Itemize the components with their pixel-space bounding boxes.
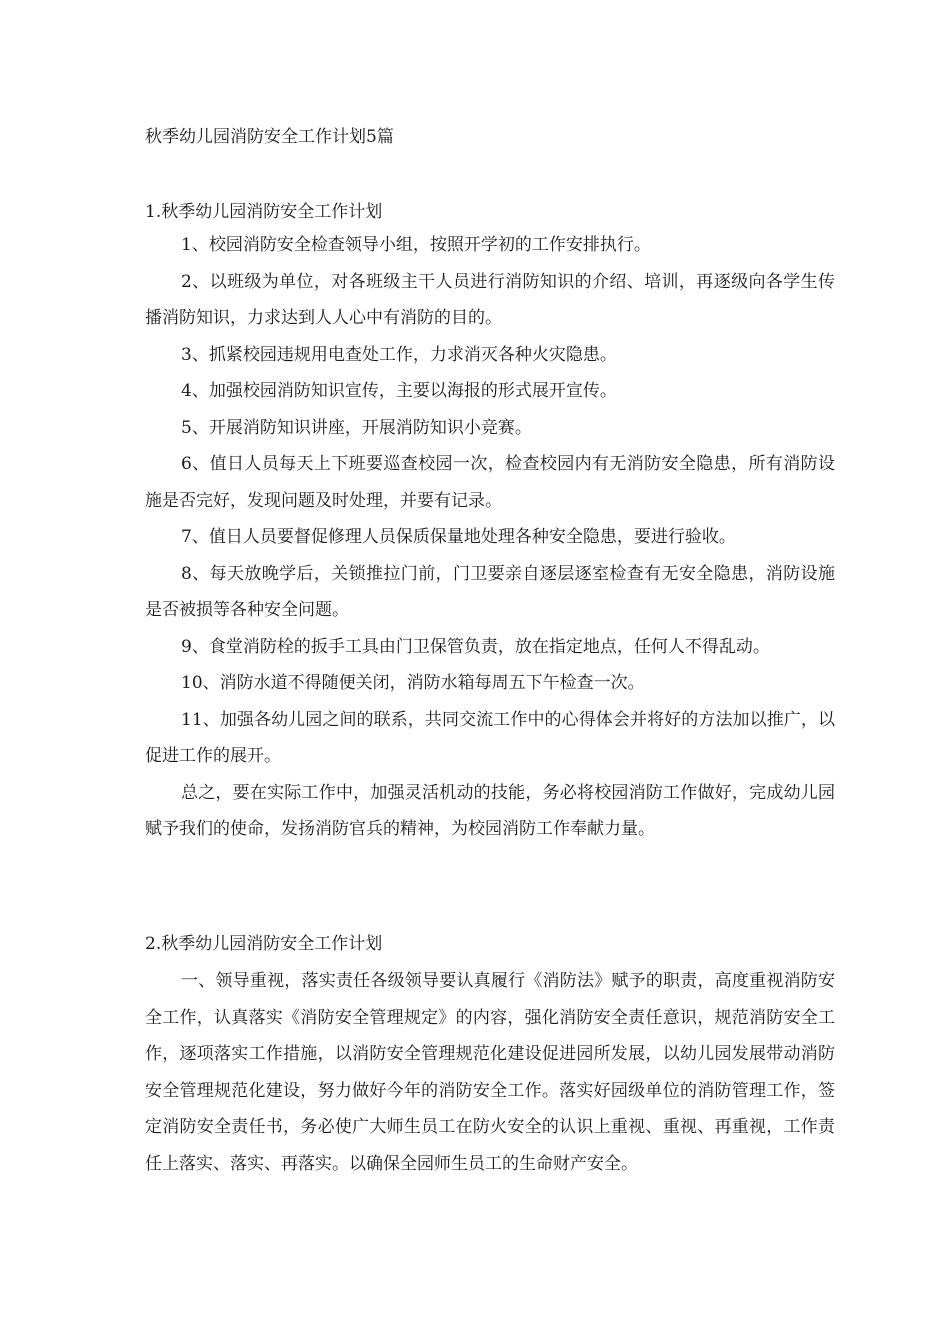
paragraph: 1、校园消防安全检查领导小组，按照开学初的工作安排执行。 bbox=[181, 235, 651, 255]
section-body-1 bbox=[145, 227, 835, 848]
paragraph: 4、加强校园消防知识宣传，主要以海报的形式展开宣传。 bbox=[181, 381, 617, 401]
paragraph: 2、以班级为单位，对各班级主干人员进行消防知识的介绍、培训，再逐级向各学生传播消防知识，力求达到人人心中有消防的目的。 bbox=[145, 271, 835, 328]
paragraph: 6、值日人员每天上下班要巡查校园一次，检查校园内有无消防安全隐患，所有消防设施是否完好，发现问题及时处理，并要有记录。 bbox=[145, 454, 835, 511]
paragraph: 5、开展消防知识讲座，开展消防知识小竞赛。 bbox=[181, 417, 532, 438]
paragraph: 10、消防水道不得随便关闭，消防水箱每周五下午检查一次。 bbox=[181, 673, 645, 693]
paragraph: 8、每天放晚学后，关锁推拉门前，门卫要亲自逐层逐室检查有无安全隐患，消防设施是否被损等各种安全问题。 bbox=[145, 563, 835, 620]
paragraph: 总之，要在实际工作中，加强灵活机动的技能，务必将校园消防工作做好，完成幼儿园赋予我们的使命，发扬消防官兵的精神，为校园消防工作奉献力量。 bbox=[145, 782, 835, 839]
section-heading-2: 2.秋季幼儿园消防安全工作计划 bbox=[145, 934, 383, 954]
paragraph: 3、抓紧校园违规用电查处工作，力求消灭各种火灾隐患。 bbox=[181, 344, 617, 365]
section-heading-1: 1.秋季幼儿园消防安全工作计划 bbox=[145, 202, 383, 222]
paragraph: 9、食堂消防栓的扳手工具由门卫保管负责，放在指定地点，任何人不得乱动。 bbox=[181, 636, 770, 657]
section-body-2 bbox=[145, 963, 835, 1182]
paragraph: 一、领导重视，落实责任各级领导要认真履行《消防法》赋予的职责，高度重视消防安全工作，认真落实《消防安全管理规定》的内容，强化消防安全责任意识，规范消防安全工作，逐项落实工作措施，以消防安全管理规范化建设促进园所发展，以幼儿园发展带动消防安全管理规范化建设，努力做好今年的消防安全工作。落实好园级单位的消防管理工作，签定消防安全责任书，务必使广大师生员工在防火安全的认识上重视、重视、再重视，工作责任上落实、落实、再落实。以确保全园师生员工的生命财产安全。 bbox=[145, 971, 835, 1174]
paragraph: 7、值日人员要督促修理人员保质保量地处理各种安全隐患，要进行验收。 bbox=[181, 527, 736, 547]
paragraph: 11、加强各幼儿园之间的联系，共同交流工作中的心得体会并将好的方法加以推广，以促进工作的展开。 bbox=[145, 709, 835, 766]
document-title: 秋季幼儿园消防安全工作计划5篇 bbox=[145, 127, 394, 147]
